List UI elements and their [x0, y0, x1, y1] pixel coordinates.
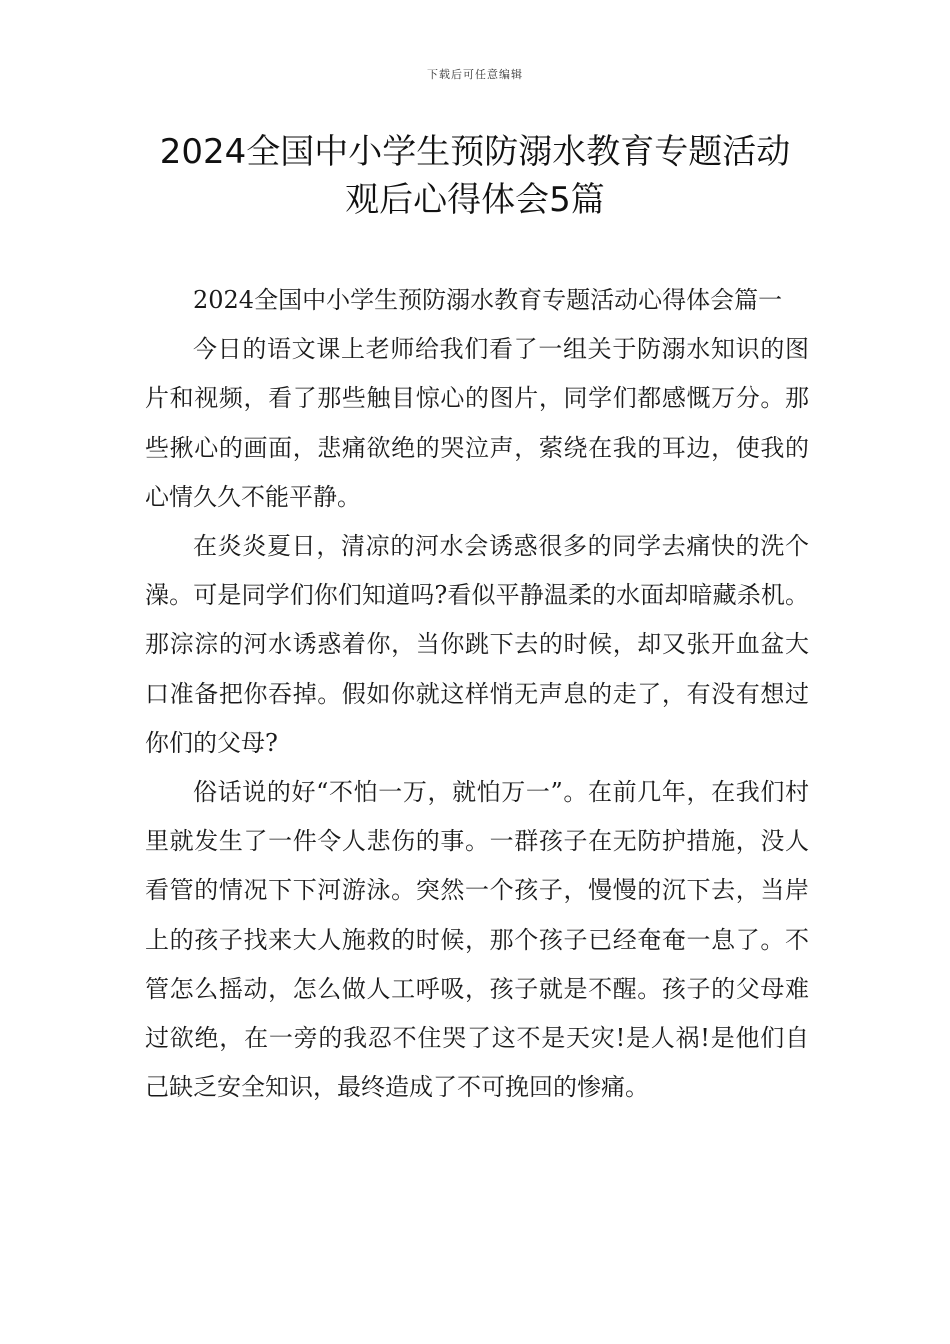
- body-paragraph: 在炎炎夏日，清凉的河水会诱惑很多的同学去痛快的洗个澡。可是同学们你们知道吗?看似平静温柔的水面却暗藏杀机。那淙淙的河水诱惑着你，当你跳下去的时候，却又张开血盆大口准备把你吞掉。假如你就这样悄无声息的走了，有没有想过你们的父母?: [145, 532, 809, 757]
- document-title-line-1: 2024全国中小学生预防溺水教育专题活动: [159, 132, 791, 172]
- body-paragraph: 俗话说的好“不怕一万，就怕万一”。在前几年，在我们村里就发生了一件令人悲伤的事。一群孩子在无防护措施，没人看管的情况下下河游泳。突然一个孩子，慢慢的沉下去，当岸上的孩子找来大人施救的时候，那个孩子已经奄奄一息了。不管怎么摇动，怎么做人工呼吸，孩子就是不醒。孩子的父母难过欲绝，在一旁的我忍不住哭了这不是天灾!是人祸!是他们自己缺乏安全知识，最终造成了不可挽回的惨痛。: [145, 778, 809, 1102]
- section-heading: 2024全国中小学生预防溺水教育专题活动心得体会篇一: [193, 286, 783, 314]
- document-body: [145, 276, 809, 1112]
- document-title-line-2: 观后心得体会5篇: [345, 180, 605, 220]
- body-paragraph: 今日的语文课上老师给我们看了一组关于防溺水知识的图片和视频，看了那些触目惊心的图片，同学们都感慨万分。那些揪心的画面，悲痛欲绝的哭泣声，萦绕在我的耳边，使我的心情久久不能平静。: [145, 335, 809, 511]
- document-title: [100, 128, 850, 224]
- header-note: 下载后可任意编辑: [427, 68, 523, 81]
